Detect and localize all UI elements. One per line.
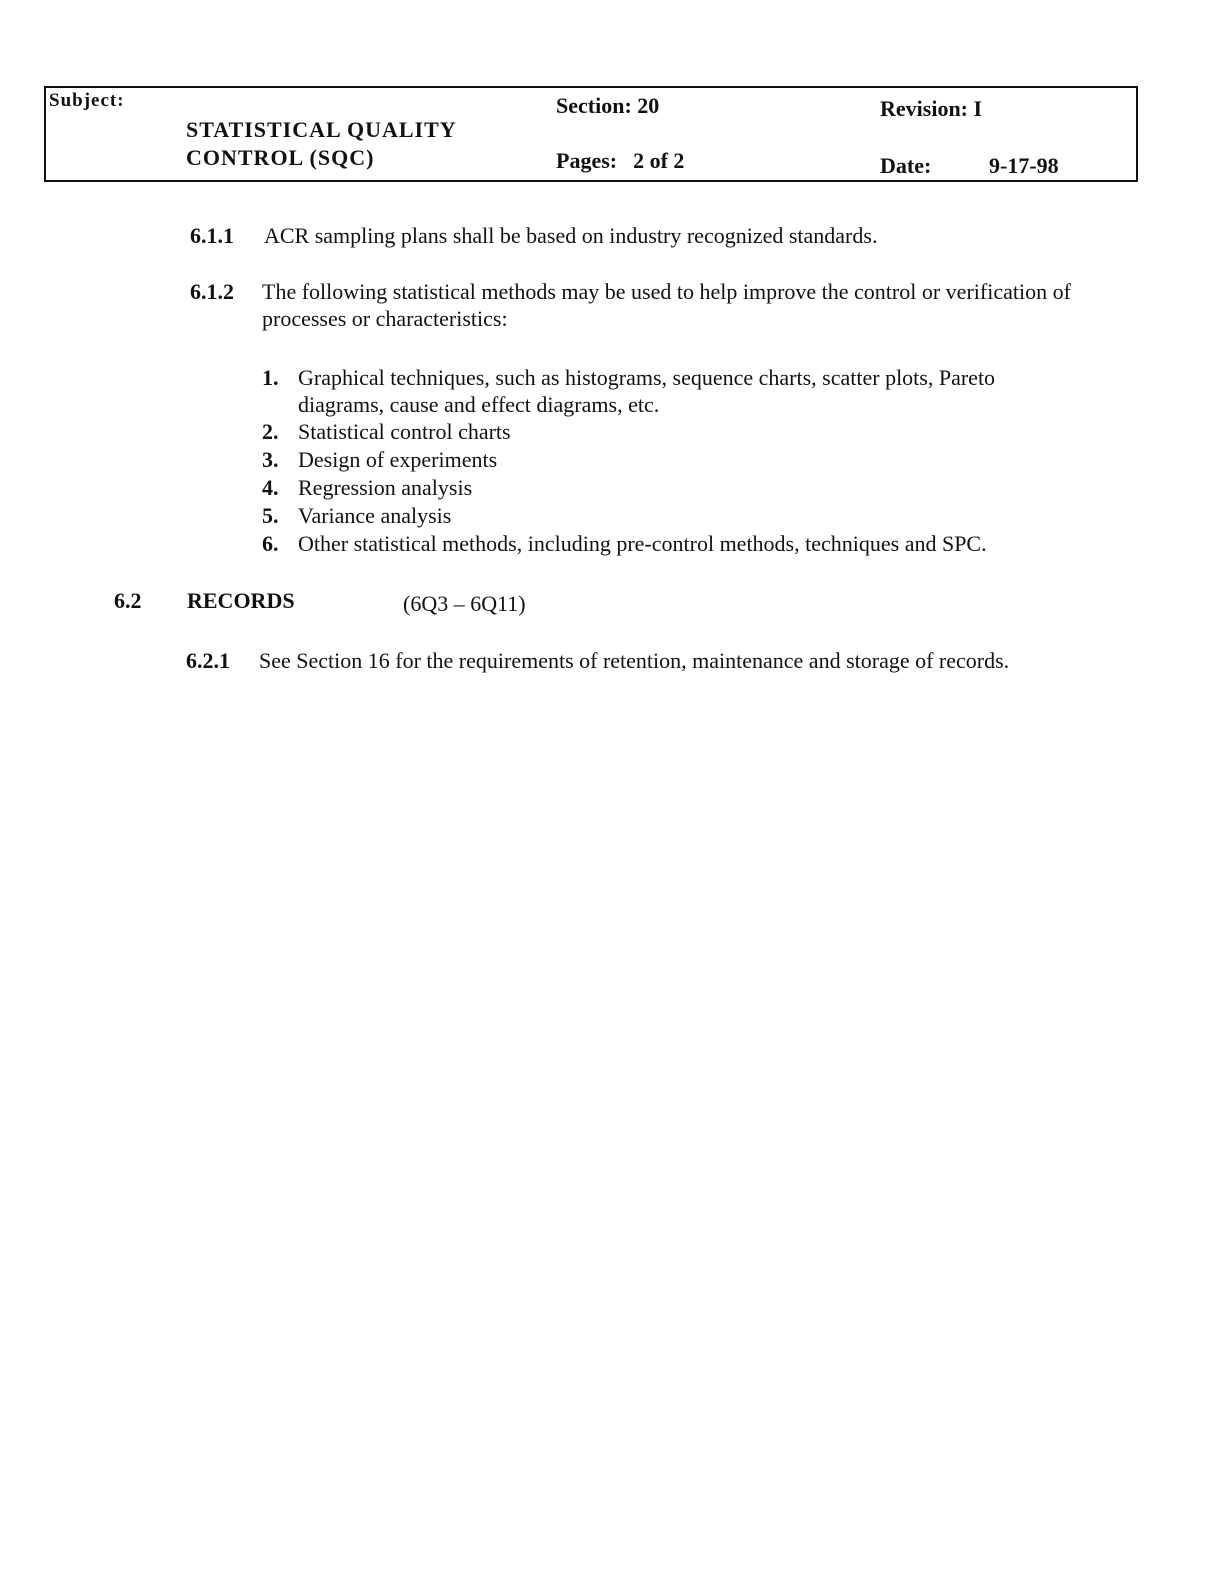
list-item-text: Other statistical methods, including pre-control methods, techniques and SPC.: [298, 531, 987, 556]
date-label: Date:: [880, 153, 932, 178]
list-item: [262, 530, 1082, 557]
list-item-number: 2.: [262, 419, 279, 444]
list-item-number: 6.: [262, 531, 279, 556]
list-item-text: Variance analysis: [298, 503, 452, 528]
paragraph-number: 6.1.1: [190, 223, 234, 248]
subject-title-line-2: CONTROL (SQC): [186, 145, 375, 170]
list-item-number: 3.: [262, 447, 279, 472]
list-item-number: 1.: [262, 365, 279, 390]
date-value: 9-17-98: [989, 153, 1059, 178]
list-item: [262, 502, 1082, 529]
paragraph-text: The following statistical methods may be used to help improve the control or verification of processes or characteristics:: [262, 279, 1071, 331]
list-item: [262, 446, 1082, 473]
subject-label: Subject:: [49, 90, 125, 111]
list-item-text: Graphical techniques, such as histograms, sequence charts, scatter plots, Pareto diagrams, cause and effect diagrams, etc.: [298, 365, 996, 417]
section-title: RECORDS: [187, 588, 295, 613]
section-number: 6.2: [114, 588, 142, 613]
list-item-text: Statistical control charts: [298, 419, 511, 444]
list-item-text: Regression analysis: [298, 475, 473, 500]
pages-label: Pages:: [556, 148, 618, 173]
paragraph-number: 6.2.1: [186, 648, 230, 673]
revision: Revision: I: [880, 96, 983, 121]
list-item: [262, 418, 1082, 445]
paragraph-text: ACR sampling plans shall be based on industry recognized standards.: [264, 223, 878, 248]
pages-value: 2 of 2: [633, 148, 685, 173]
document-header: [44, 86, 1138, 182]
subject-title-line-1: STATISTICAL QUALITY: [186, 117, 457, 142]
list-item-number: 4.: [262, 475, 279, 500]
list-item: [262, 364, 1082, 418]
list-item-number: 5.: [262, 503, 279, 528]
paragraph-text: See Section 16 for the requirements of retention, maintenance and storage of records.: [259, 648, 1010, 673]
paragraph-number: 6.1.2: [190, 279, 234, 304]
list-item: [262, 474, 1082, 501]
subject-title: [186, 116, 457, 172]
page-count: [556, 148, 684, 174]
section-reference: (6Q3 – 6Q11): [403, 591, 526, 616]
statistical-methods-list: [262, 364, 1082, 558]
section-number: Section: 20: [556, 93, 660, 118]
list-item-text: Design of experiments: [298, 447, 498, 472]
